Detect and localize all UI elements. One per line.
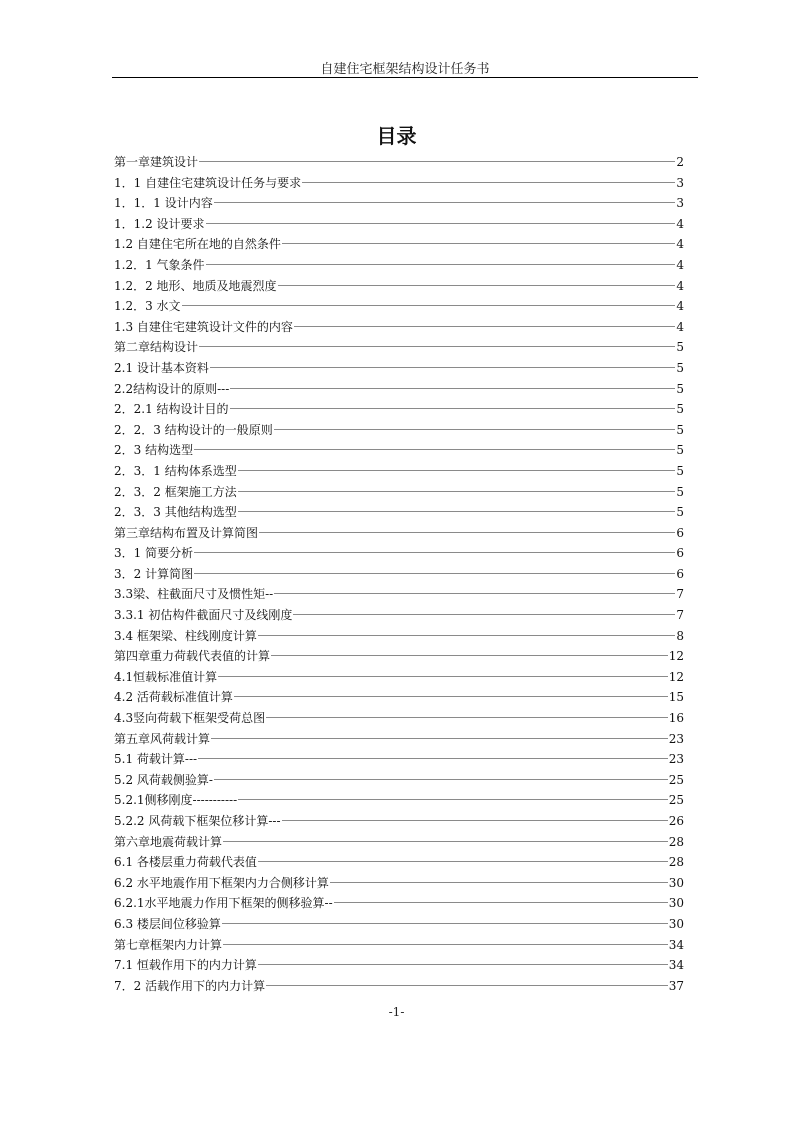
toc-entry-label: 第六章地震荷载计算 (114, 834, 223, 849)
toc-entry-label: 3.4 框架梁、柱线刚度计算 (114, 628, 257, 643)
toc-entry-page: 25 (668, 772, 684, 787)
toc-entry-label: 1.2 自建住宅所在地的自然条件 (114, 237, 281, 252)
toc-entry-page: 28 (668, 855, 684, 870)
toc-leader (214, 779, 668, 780)
toc-entry[interactable] (114, 234, 684, 255)
toc-entry-page: 7 (676, 587, 684, 602)
toc-entry[interactable] (114, 502, 684, 523)
toc-entry-page: 16 (668, 711, 684, 726)
toc-leader (223, 944, 668, 945)
toc-entry[interactable] (114, 296, 684, 317)
toc-entry-label: 第二章结构设计 (114, 340, 199, 355)
toc-entry-page: 6 (676, 566, 684, 581)
toc-entry-page: 28 (668, 834, 684, 849)
toc-leader (258, 964, 668, 965)
toc-entry-page: 4 (676, 216, 684, 231)
toc-entry[interactable] (114, 276, 684, 297)
toc-leader (223, 841, 668, 842)
toc-entry-page: 6 (676, 546, 684, 561)
toc-entry[interactable] (114, 893, 684, 914)
toc-entry-label: 第四章重力荷载代表值的计算 (114, 649, 271, 664)
toc-entry[interactable] (114, 955, 684, 976)
toc-entry-page: 34 (668, 958, 684, 973)
toc-entry-page: 5 (676, 340, 684, 355)
toc-entry-page: 15 (668, 690, 684, 705)
toc-leader (266, 985, 668, 986)
toc-entry-label: 1.3 自建住宅建筑设计文件的内容 (114, 319, 293, 334)
toc-entry-page: 4 (676, 257, 684, 272)
toc-entry[interactable] (114, 832, 684, 853)
toc-entry[interactable] (114, 646, 684, 667)
toc-entry[interactable] (114, 564, 684, 585)
page-number: -1- (388, 1005, 405, 1019)
toc-entry[interactable] (114, 255, 684, 276)
toc-leader (198, 758, 668, 759)
toc-leader (271, 655, 668, 656)
toc-entry-page: 34 (668, 937, 684, 952)
toc-entry-label: 2．3．3 其他结构选型 (114, 505, 237, 520)
toc-entry[interactable] (114, 976, 684, 997)
toc-entry-label: 第三章结构布置及计算简图 (114, 525, 259, 540)
toc-leader (266, 717, 668, 718)
toc-entry[interactable] (114, 729, 684, 750)
toc-title: 目录 (376, 124, 417, 148)
toc-entry[interactable] (114, 523, 684, 544)
toc-entry-label: 3．2 计算简图 (114, 566, 194, 581)
toc-entry-label: 1．1.2 设计要求 (114, 216, 205, 231)
toc-leader (194, 552, 675, 553)
toc-leader (211, 738, 668, 739)
toc-entry-label: 第五章风荷载计算 (114, 731, 211, 746)
toc-leader (194, 449, 675, 450)
toc-leader (282, 243, 675, 244)
toc-entry-page: 4 (676, 319, 684, 334)
toc-entry-page: 23 (668, 752, 684, 767)
toc-leader (258, 635, 675, 636)
toc-entry-label: 2．3 结构选型 (114, 443, 194, 458)
toc-entry-page: 6 (676, 525, 684, 540)
toc-leader (334, 902, 668, 903)
toc-entry-page: 2 (676, 155, 684, 169)
toc-entry-label: 2．3．1 结构体系选型 (114, 463, 237, 478)
toc-entry-label: 1．1 自建住宅建筑设计任务与要求 (114, 175, 302, 190)
toc-entry[interactable] (114, 935, 684, 956)
toc-entry-label: 1.2．3 水文 (114, 299, 181, 314)
toc-entry-label: 4.1恒载标准值计算 (114, 669, 218, 684)
toc-entry-page: 4 (676, 278, 684, 293)
toc-leader (259, 532, 675, 533)
toc-entry[interactable] (114, 667, 684, 688)
toc-entry-page: 30 (668, 875, 684, 890)
toc-entry-label: 6.3 楼层间位移验算 (114, 916, 221, 931)
toc-entry-page: 5 (676, 505, 684, 520)
toc-leader (238, 511, 676, 512)
toc-entry-label: 4.2 活荷载标准值计算 (114, 690, 233, 705)
toc-entry-label: 6.1 各楼层重力荷载代表值 (114, 855, 257, 870)
toc-entry-label: 3.3.1 初估构件截面尺寸及线刚度 (114, 608, 293, 623)
toc-entry[interactable] (114, 584, 684, 605)
toc-entry-page: 12 (668, 649, 684, 664)
toc-leader (218, 676, 668, 677)
toc-entry-page: 3 (676, 196, 684, 211)
toc-entry[interactable] (114, 379, 684, 400)
toc-entry[interactable] (114, 152, 684, 173)
toc-entry-page: 30 (668, 896, 684, 911)
toc-entry[interactable] (114, 790, 684, 811)
toc-entry[interactable] (114, 687, 684, 708)
toc-leader (258, 861, 668, 862)
toc-leader (278, 285, 676, 286)
toc-entry-page: 5 (676, 484, 684, 499)
toc-entry-label: 3．1 简要分析 (114, 546, 194, 561)
toc-entry-page: 5 (676, 463, 684, 478)
toc-leader (234, 696, 668, 697)
toc-entry[interactable] (114, 543, 684, 564)
toc-entry[interactable] (114, 914, 684, 935)
toc-entry-label: 2.1 设计基本资料 (114, 360, 209, 375)
toc-entry-page: 7 (676, 608, 684, 623)
toc-entry-label: 5.2.2 风荷载下框架位移计算--- (114, 814, 281, 828)
toc-leader (238, 470, 676, 471)
toc-entry[interactable] (114, 358, 684, 379)
toc-leader (230, 388, 675, 389)
header-rule (112, 77, 698, 78)
toc-entry-label: 1.2．2 地形、地质及地震烈度 (114, 278, 277, 293)
toc-entry[interactable] (114, 626, 684, 647)
toc-entry-page: 23 (668, 731, 684, 746)
toc-entry[interactable] (114, 420, 684, 441)
toc-entry-page: 12 (668, 669, 684, 684)
toc-entry-label: 4.3竖向荷载下框架受荷总图 (114, 711, 266, 726)
toc-entry[interactable] (114, 317, 684, 338)
toc-entry-label: 2．2.1 结构设计目的 (114, 402, 229, 417)
toc-entry-page: 5 (676, 443, 684, 458)
toc-entry[interactable] (114, 770, 684, 791)
toc-entry-page: 4 (676, 299, 684, 314)
table-of-contents (114, 152, 684, 996)
toc-leader (182, 305, 676, 306)
toc-entry-label: 5.2 风荷载侧验算- (114, 772, 213, 787)
toc-leader (238, 491, 676, 492)
toc-leader (302, 182, 675, 183)
toc-leader (199, 161, 675, 162)
toc-entry-page: 3 (676, 175, 684, 190)
toc-leader (238, 799, 668, 800)
toc-leader (274, 429, 676, 430)
toc-leader (214, 202, 676, 203)
toc-leader (294, 326, 675, 327)
toc-leader (206, 223, 676, 224)
toc-entry-label: 5.2.1侧移刚度----------- (114, 793, 238, 808)
toc-leader (274, 593, 675, 594)
toc-entry[interactable] (114, 461, 684, 482)
toc-entry[interactable] (114, 852, 684, 873)
toc-entry-label: 2.2结构设计的原则--- (114, 381, 230, 396)
toc-entry-label: 7.1 恒载作用下的内力计算 (114, 958, 257, 973)
toc-entry-page: 30 (668, 916, 684, 931)
toc-entry[interactable] (114, 399, 684, 420)
toc-entry-label: 7．2 活载作用下的内力计算 (114, 978, 266, 993)
toc-leader (230, 408, 676, 409)
toc-leader (194, 573, 675, 574)
toc-entry[interactable] (114, 193, 684, 214)
toc-entry-page: 5 (676, 360, 684, 375)
toc-entry-page: 8 (676, 628, 684, 643)
toc-leader (282, 820, 668, 821)
toc-entry-label: 第一章建筑设计 (114, 155, 199, 169)
toc-entry-page: 4 (676, 237, 684, 252)
toc-entry-label: 第七章框架内力计算 (114, 937, 223, 952)
toc-entry-page: 25 (668, 793, 684, 808)
toc-entry-label: 3.3梁、柱截面尺寸及惯性矩-- (114, 587, 274, 602)
toc-leader (199, 346, 675, 347)
toc-entry-page: 5 (676, 422, 684, 437)
toc-entry-label: 1.2．1 气象条件 (114, 257, 205, 272)
toc-entry-label: 2．3．2 框架施工方法 (114, 484, 237, 499)
toc-entry[interactable] (114, 482, 684, 503)
toc-entry-label: 5.1 荷载计算--- (114, 752, 198, 767)
toc-leader (210, 367, 675, 368)
toc-entry-page: 37 (668, 978, 684, 993)
toc-entry[interactable] (114, 749, 684, 770)
toc-entry-label: 6.2 水平地震作用下框架内力合侧移计算 (114, 875, 329, 890)
toc-leader (330, 882, 668, 883)
toc-entry[interactable] (114, 811, 684, 832)
toc-leader (206, 264, 676, 265)
toc-entry[interactable] (114, 873, 684, 894)
toc-entry[interactable] (114, 337, 684, 358)
running-header: 自建住宅框架结构设计任务书 (320, 62, 490, 77)
toc-leader (293, 614, 675, 615)
toc-entry-page: 5 (676, 381, 684, 396)
toc-entry-page: 26 (668, 814, 684, 828)
toc-entry[interactable] (114, 440, 684, 461)
toc-entry[interactable] (114, 708, 684, 729)
toc-entry[interactable] (114, 214, 684, 235)
toc-entry[interactable] (114, 605, 684, 626)
toc-entry-label: 6.2.1水平地震力作用下框架的侧移验算-- (114, 896, 333, 911)
toc-entry-page: 5 (676, 402, 684, 417)
toc-entry-label: 2．2．3 结构设计的一般原则 (114, 422, 273, 437)
toc-entry[interactable] (114, 173, 684, 194)
toc-leader (222, 923, 668, 924)
toc-entry-label: 1．1．1 设计内容 (114, 196, 213, 211)
